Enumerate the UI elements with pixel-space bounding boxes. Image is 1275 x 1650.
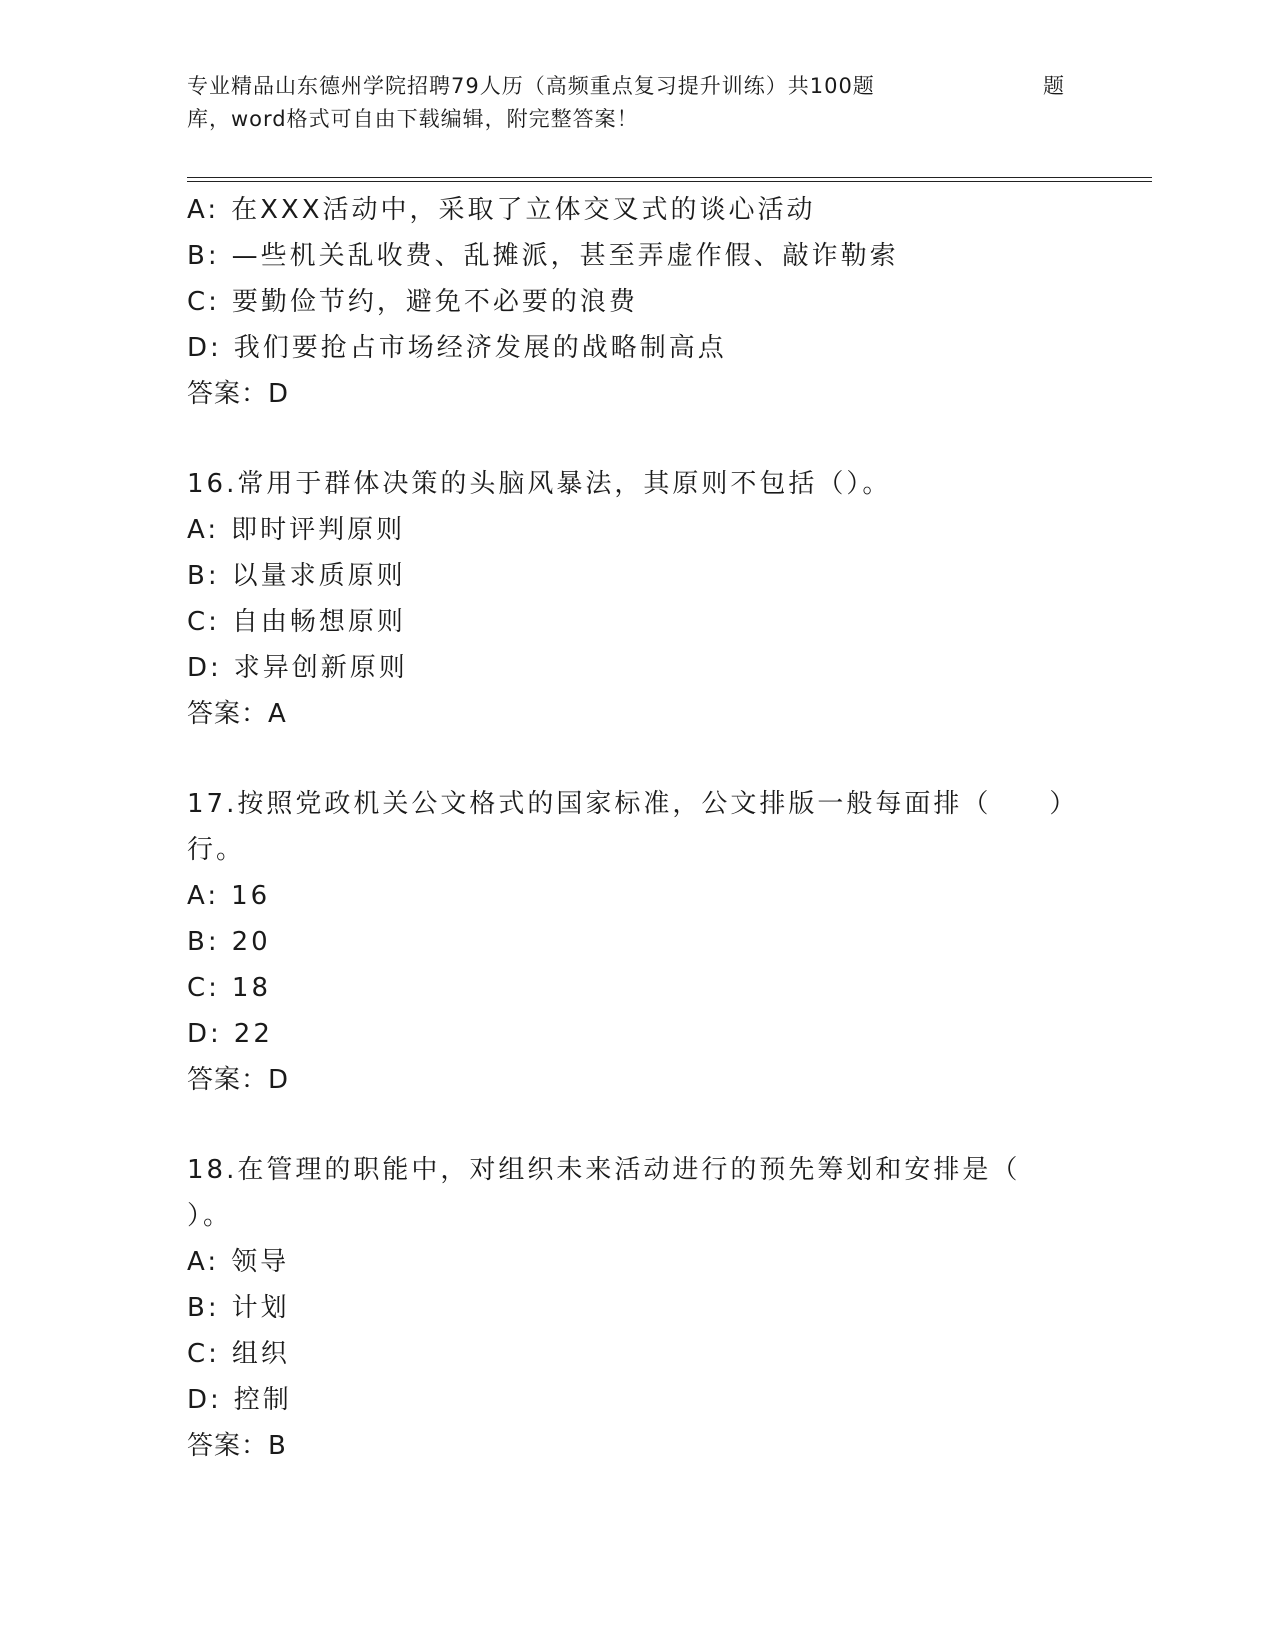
option-a xyxy=(187,507,1087,553)
answer: 答案：D xyxy=(187,379,290,409)
question-prev xyxy=(187,187,1087,417)
option-text: 组织 xyxy=(231,1339,290,1369)
option-text: 20 xyxy=(231,927,271,957)
option-a xyxy=(187,873,1087,919)
option-key: B: xyxy=(187,1293,220,1323)
option-b xyxy=(187,1285,1087,1331)
question-17 xyxy=(187,781,1087,1103)
option-c xyxy=(187,965,1087,1011)
option-key: B: xyxy=(187,241,220,271)
option-key: D: xyxy=(187,1385,222,1415)
option-text: 求异创新原则 xyxy=(233,653,408,683)
option-text: 我们要抢占市场经济发展的战略制高点 xyxy=(233,333,727,363)
option-key: B: xyxy=(187,927,220,957)
option-key: A: xyxy=(187,195,220,225)
option-text: 要勤俭节约，避免不必要的浪费 xyxy=(231,287,638,317)
option-text: 自由畅想原则 xyxy=(231,607,406,637)
option-text: 16 xyxy=(231,881,271,911)
option-d xyxy=(187,1377,1087,1423)
option-a xyxy=(187,187,1087,233)
option-b xyxy=(187,919,1087,965)
header-line-2: 库，word格式可自由下载编辑，附完整答案！ xyxy=(187,107,639,131)
option-key: C: xyxy=(187,287,220,317)
option-text: 18 xyxy=(231,973,272,1003)
question-content xyxy=(187,187,1087,1469)
option-c xyxy=(187,279,1087,325)
option-d xyxy=(187,645,1087,691)
header-line-1-trail: 题 xyxy=(1043,74,1065,98)
option-key: A: xyxy=(187,515,220,545)
document-header xyxy=(187,70,1077,136)
option-c xyxy=(187,1331,1087,1377)
question-stem-line-1: 17.按照党政机关公文格式的国家标准，公文排版一般每面排（ ） xyxy=(187,789,1079,819)
option-text: 在XXX活动中，采取了立体交叉式的谈心活动 xyxy=(231,195,816,225)
answer: 答案：B xyxy=(187,1431,287,1461)
header-line-1: 专业精品山东德州学院招聘79人历（高频重点复习提升训练）共100题 xyxy=(187,74,875,98)
option-text: 计划 xyxy=(231,1293,290,1323)
option-key: D: xyxy=(187,653,222,683)
question-stem-line-2: ）。 xyxy=(187,1201,233,1231)
option-d xyxy=(187,1011,1087,1057)
question-16 xyxy=(187,461,1087,737)
option-d xyxy=(187,325,1087,371)
question-stem-line-2: 行。 xyxy=(187,835,246,865)
answer: 答案：A xyxy=(187,699,287,729)
option-key: C: xyxy=(187,973,220,1003)
answer: 答案：D xyxy=(187,1065,290,1095)
option-text: 控制 xyxy=(233,1385,292,1415)
option-key: B: xyxy=(187,561,220,591)
option-text: —些机关乱收费、乱摊派，甚至弄虚作假、敲诈勒索 xyxy=(231,241,899,271)
option-key: C: xyxy=(187,1339,220,1369)
option-key: D: xyxy=(187,333,222,363)
question-stem: 16.常用于群体决策的头脑风暴法，其原则不包括（）。 xyxy=(187,469,892,499)
option-key: A: xyxy=(187,1247,220,1277)
option-c xyxy=(187,599,1087,645)
question-stem-line-1: 18.在管理的职能中，对组织未来活动进行的预先筹划和安排是（ xyxy=(187,1155,1021,1185)
option-text: 领导 xyxy=(231,1247,290,1277)
option-b xyxy=(187,233,1087,279)
option-b xyxy=(187,553,1087,599)
option-text: 以量求质原则 xyxy=(231,561,406,591)
option-key: C: xyxy=(187,607,220,637)
option-text: 即时评判原则 xyxy=(231,515,406,545)
option-key: A: xyxy=(187,881,220,911)
option-key: D: xyxy=(187,1019,222,1049)
question-18 xyxy=(187,1147,1087,1469)
header-divider xyxy=(187,177,1152,182)
option-a xyxy=(187,1239,1087,1285)
option-text: 22 xyxy=(233,1019,273,1049)
